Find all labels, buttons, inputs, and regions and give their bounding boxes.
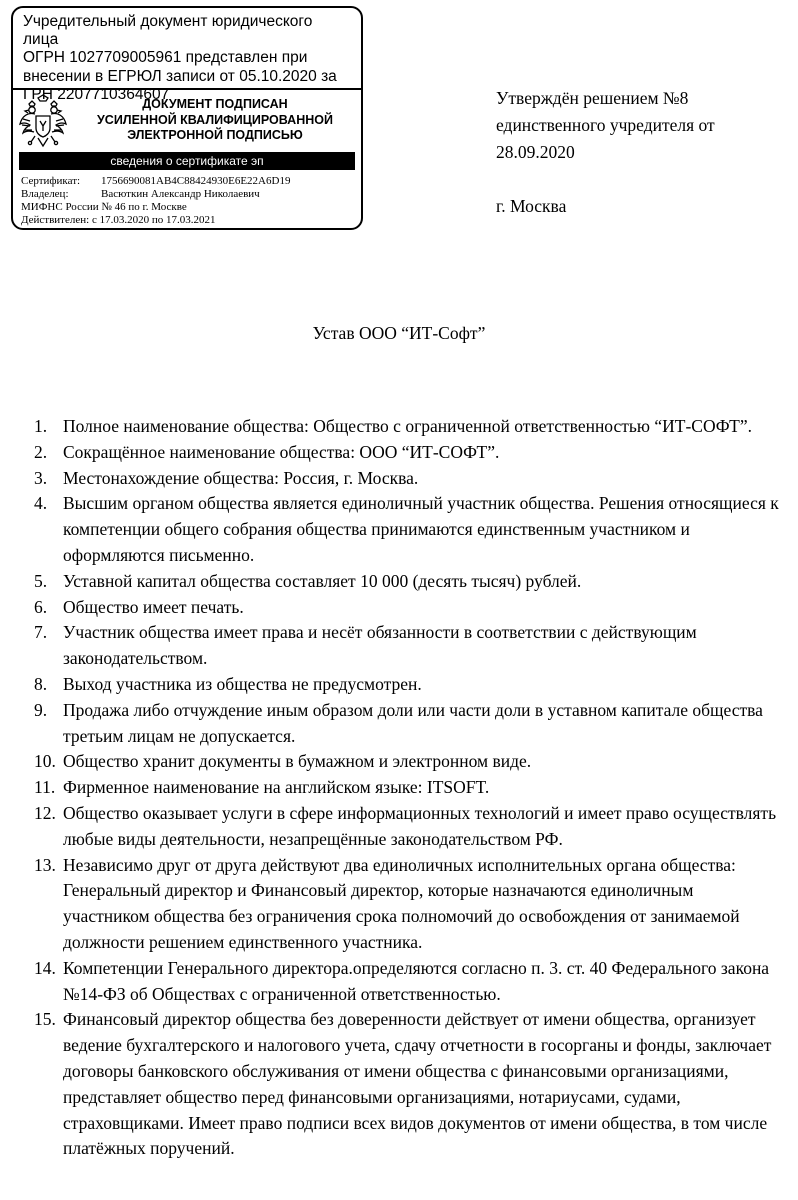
registration-note xyxy=(23,13,343,104)
article-text: Общество хранит документы в бумажном и электронном виде. xyxy=(63,751,532,772)
article-item xyxy=(34,569,784,595)
article-number: 5. xyxy=(34,570,48,591)
approval-block xyxy=(496,85,766,220)
article-item xyxy=(34,620,784,672)
article-number: 2. xyxy=(34,441,48,462)
document-title: Устав ООО “ИТ-Софт” xyxy=(312,323,486,343)
article-item xyxy=(34,749,784,775)
owner-label: Владелец: xyxy=(21,188,69,200)
article-number: 4. xyxy=(34,493,48,514)
article-number: 10. xyxy=(34,751,56,772)
stamp-divider xyxy=(13,88,361,90)
article-number: 13. xyxy=(34,854,56,875)
article-number: 1. xyxy=(34,416,48,436)
certificate-details xyxy=(21,175,361,227)
article-text: Независимо друг от друга действуют два единоличных исполнительных органа общества: Генеральный директор и Финансовый директор, которые назначаются единоличным участником общества без ограничения срока полномочий до освобождения от занимаемой должности решением единственного участника. xyxy=(63,854,740,952)
article-number: 11. xyxy=(34,777,56,798)
certificate-header: сведения о сертификате эп xyxy=(19,152,355,170)
article-text: Выход участника из общества не предусмотрен. xyxy=(63,673,422,694)
e-signature-stamp xyxy=(11,6,363,230)
article-item xyxy=(34,698,784,750)
article-number: 12. xyxy=(34,802,56,823)
article-number: 7. xyxy=(34,622,48,643)
article-number: 3. xyxy=(34,467,48,488)
registration-line: Учредительный документ юридического лица xyxy=(23,13,313,49)
article-item xyxy=(34,466,784,492)
article-number: 8. xyxy=(34,673,48,694)
article-number: 6. xyxy=(34,596,48,617)
article-text: Компетенции Генерального директора.определяются согласно п. 3. ст. 40 Федерального закона №14-ФЗ об Обществах с ограниченной ответственностью. xyxy=(63,957,770,1004)
approval-line: Утверждён решением №8 xyxy=(496,88,689,108)
double-headed-eagle-icon xyxy=(18,94,68,150)
approval-line: единственного учредителя от xyxy=(496,115,715,135)
owner-value: Васюткин Александр Николаевич xyxy=(101,188,260,200)
valid-label: Действителен: xyxy=(21,214,90,226)
article-item xyxy=(34,853,784,956)
article-item xyxy=(34,1007,784,1162)
article-item xyxy=(34,491,784,568)
article-item xyxy=(34,956,784,1008)
article-text: Финансовый директор общества без доверенности действует от имени общества, организует ведение бухгалтерского и налогового учета, сдачу отчетности в госорганы и фонды, заключает договоры банковского обслуживания от имени общества с финансовыми организациями, представляет общество перед финансовыми организациями, нотариусами, судами, страховщиками. Имеет право подписи всех видов документов от имени общества, в том числе платёжных поручений. xyxy=(63,1009,772,1159)
issuer-row: МИФНС России № 46 по г. Москве xyxy=(21,201,187,213)
article-text: Общество имеет печать. xyxy=(63,596,244,617)
article-text: Сокращённое наименование общества: ООО “ИТ-СОФТ”. xyxy=(63,441,500,462)
signed-line: ЭЛЕКТРОННОЙ ПОДПИСЬЮ xyxy=(127,128,303,142)
article-item xyxy=(34,595,784,621)
article-text: Продажа либо отчуждение иным образом доли или части доли в уставном капитале общества третьим лицам не допускается. xyxy=(63,699,763,746)
article-item xyxy=(34,440,784,466)
article-item xyxy=(34,801,784,853)
signed-line: ДОКУМЕНТ ПОДПИСАН xyxy=(142,97,288,111)
certificate-row xyxy=(21,175,361,188)
article-text: Высшим органом общества является единоличный участник общества. Решения относящиеся к компетенции общего собрания общества принимаются единственным участником и оформляются письменно. xyxy=(63,493,779,565)
article-item xyxy=(34,414,784,440)
article-item xyxy=(34,672,784,698)
signed-line: УСИЛЕННОЙ КВАЛИФИЦИРОВАННОЙ xyxy=(97,112,333,127)
article-text: Полное наименование общества: Общество с ограниченной ответственностью “ИТ-СОФТ”. xyxy=(63,416,753,436)
article-number: 15. xyxy=(34,1009,56,1030)
article-text: Уставной капитал общества составляет 10 000 (десять тысяч) рублей. xyxy=(63,570,582,591)
approval-city: г. Москва xyxy=(496,196,567,216)
certificate-value: 1756690081AB4C88424930E6E22A6D19 xyxy=(101,175,291,187)
approval-line: 28.09.2020 xyxy=(496,142,575,162)
certificate-label: Сертификат: xyxy=(21,175,81,187)
article-text: Местонахождение общества: Россия, г. Москва. xyxy=(63,467,419,488)
registration-line: ГРН 2207710364607 xyxy=(23,85,170,103)
registration-line: внесении в ЕГРЮЛ записи от 05.10.2020 за xyxy=(23,67,337,85)
article-text: Фирменное наименование на английском языке: ITSOFT. xyxy=(63,777,490,798)
validity-row xyxy=(21,214,361,227)
article-number: 14. xyxy=(34,957,56,978)
registration-line: ОГРН 1027709005961 представлен при xyxy=(23,49,308,67)
valid-value: с 17.03.2020 по 17.03.2021 xyxy=(91,214,216,226)
article-text: Общество оказывает услуги в сфере информационных технологий и имеет право осуществлять любые виды деятельности, незапрещённые законодательством РФ. xyxy=(63,802,777,849)
signed-notice xyxy=(81,97,349,144)
articles-list xyxy=(34,414,784,1162)
article-text: Участник общества имеет права и несёт обязанности в соответствии с действующим законодательством. xyxy=(63,622,697,669)
article-number: 9. xyxy=(34,699,48,720)
owner-row xyxy=(21,188,361,201)
article-item xyxy=(34,775,784,801)
